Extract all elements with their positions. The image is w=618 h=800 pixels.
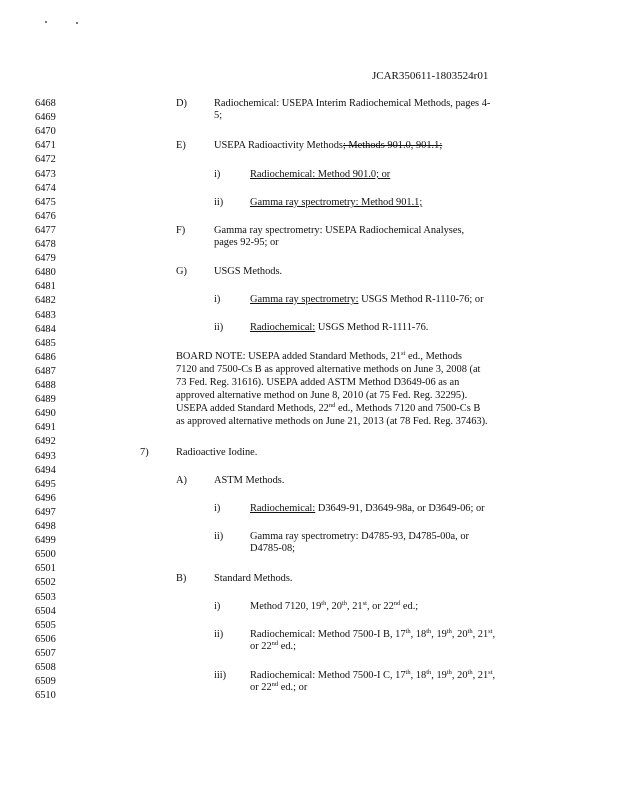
item-text-7b-i: Method 7120, 19th, 20th, 21st, or 22nd ed.; [250,600,419,612]
item-label-g-ii: ii) [214,322,224,333]
item-text-7b: Standard Methods. [214,573,293,584]
item-text-7b-iii: Radiochemical: Method 7500-I C, 17th, 18th, 19th, 20th, 21st, [250,669,496,681]
line-number: 6509 [35,676,56,688]
line-number: 6495 [35,478,56,490]
line-number: 6503 [35,591,56,603]
item-text-g-i-rest: USGS Method R-1110-76; or [358,294,484,305]
item-label-e: E) [176,140,186,151]
line-number: 6476 [35,210,56,222]
line-number: 6506 [35,633,56,645]
item-text-e-i: Radiochemical: Method 901.0; or [250,169,391,180]
line-number: 6471 [35,140,56,152]
line-number: 6477 [35,224,56,236]
item-text-7a-ii-cont: D4785-08; [250,543,296,554]
item-label-f: F) [176,225,186,236]
scan-speck [76,22,78,24]
item-text-g-ii-underlined: Radiochemical: [250,322,316,333]
line-number: 6480 [35,267,56,279]
item-text-7b-ii: Radiochemical: Method 7500-I B, 17th, 18th, 19th, 20th, 21st, [250,628,496,640]
line-number: 6491 [35,422,56,434]
line-number: 6473 [35,168,56,180]
line-number: 6496 [35,492,56,504]
line-number: 6475 [35,196,56,208]
line-number: 6501 [35,563,56,575]
line-number: 6490 [35,408,56,420]
line-number: 6488 [35,380,56,391]
line-number: 6502 [35,577,56,589]
line-number: 6507 [35,647,56,659]
item-label-7b-iii: iii) [214,670,227,681]
item-label-7a: A) [176,475,187,486]
line-number: 6499 [35,535,56,547]
item-text-7a-ii: Gamma ray spectrometry: D4785-93, D4785-00a, or [250,531,470,542]
line-number: 6481 [35,281,56,293]
line-number: 6469 [35,112,56,124]
item-label-e-i: i) [214,169,221,180]
item-text-g-i-underlined: Gamma ray spectrometry: [250,294,359,305]
line-number: 6482 [35,295,56,307]
line-number: 6474 [35,182,56,194]
line-number: 6489 [35,394,56,406]
item-text-7b-ii-cont: or 22nd ed.; [250,640,297,652]
line-number: 6468 [35,98,56,109]
item-label-7a-i: i) [214,503,221,514]
line-number: 6470 [35,126,56,138]
line-number: 6486 [35,351,56,363]
item-text-7a-i [250,503,485,515]
item-label-e-ii: ii) [214,197,224,208]
line-number: 6508 [35,662,56,673]
item-label-7a-ii: ii) [214,531,224,542]
item-label-g-i: i) [214,294,221,305]
line-number: 6478 [35,239,56,250]
item-label-7: 7) [140,447,149,458]
item-text-e [214,140,442,152]
board-note-line: as approved alternative methods on June 21, 2013 (at 78 Fed. Reg. 37463). [176,416,488,427]
item-text-7a-i-rest: D3649-91, D3649-98a, or D3649-06; or [315,503,485,514]
board-note-line: USEPA added Standard Methods, 22nd ed., Methods 7120 and 7500-Cs B [176,402,481,414]
line-number: 6484 [35,323,56,335]
document-id: JCAR350611-1803524r01 [372,70,489,82]
item-text-g: USGS Methods. [214,266,283,277]
item-text-e-ii: Gamma ray spectrometry: Method 901.1; [250,197,423,208]
item-text-7a-i-underlined: Radiochemical: [250,503,316,514]
board-note-line: BOARD NOTE: USEPA added Standard Methods, 21st ed., Methods [176,350,462,362]
item-text-d: Radiochemical: USEPA Interim Radiochemical Methods, pages 4- [214,98,491,109]
line-number: 6498 [35,521,56,532]
line-number: 6485 [35,337,56,349]
board-note-line: 73 Fed. Reg. 31616). USEPA added ASTM Method D3649-06 as an [176,377,460,388]
board-note-line: approved alternative method on June 8, 2010 (at 75 Fed. Reg. 32295). [176,390,468,401]
line-number: 6500 [35,549,56,561]
item-text-7: Radioactive Iodine. [176,447,258,458]
board-note [176,350,488,428]
line-number: 6492 [35,436,56,448]
item-text-g-ii [250,322,428,334]
line-number: 6504 [35,605,56,617]
item-text-e-main: USEPA Radioactivity Methods [214,140,343,151]
item-text-7b-iii-cont: or 22nd ed.; or [250,681,308,693]
item-text-e-struck: ; Methods 901.0, 901.1; [342,140,443,151]
line-number: 6510 [35,690,56,702]
board-note-line: 7120 and 7500-Cs B as approved alternative methods on June 3, 2008 (at [176,364,481,375]
item-label-7b-ii: ii) [214,629,224,640]
line-number: 6472 [35,154,56,166]
line-number: 6487 [35,365,56,377]
line-number: 6505 [35,619,56,631]
item-text-d-cont: 5; [214,110,223,121]
item-label-7b: B) [176,573,187,584]
scan-speck [45,21,47,23]
item-label-7b-i: i) [214,601,221,612]
item-text-f-cont: pages 92-95; or [214,237,279,248]
item-text-7a: ASTM Methods. [214,475,285,486]
item-label-d: D) [176,98,187,109]
line-number: 6493 [35,450,56,462]
line-number: 6497 [35,506,56,518]
line-number: 6494 [35,464,56,476]
line-number: 6479 [35,253,56,265]
line-number: 6483 [35,309,56,321]
item-text-g-ii-rest: USGS Method R-1111-76. [315,322,429,333]
item-text-g-i [250,294,484,306]
item-label-g: G) [176,266,187,277]
item-text-f: Gamma ray spectrometry: USEPA Radiochemical Analyses, [214,225,465,236]
